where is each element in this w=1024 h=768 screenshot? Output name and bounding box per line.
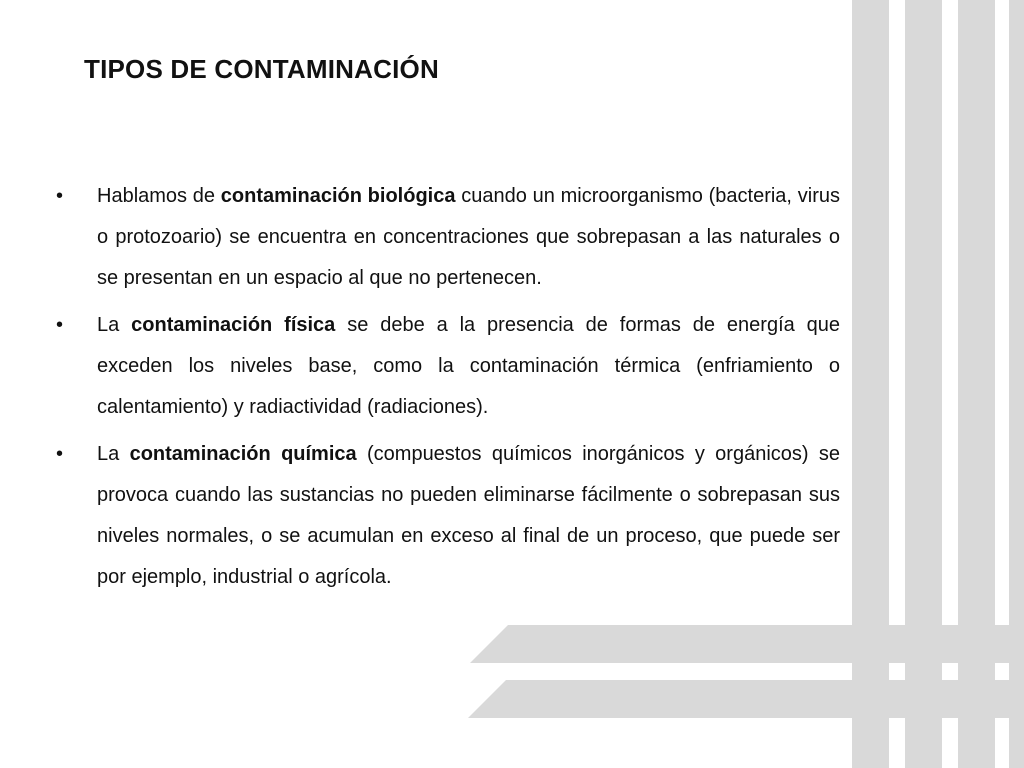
bullet-item-physical [56, 305, 840, 428]
bullet-dot: • [56, 185, 64, 207]
bullet-list [56, 176, 840, 604]
bullet-text-post: cuando un microorganismo (bacteria, virus o protozoario) se encuentra en concentraciones que sobrepasan a las naturales o se presentan en un espacio al que no pertenecen. [97, 185, 840, 289]
bullet-dot: • [56, 443, 64, 465]
bullet-text-pre: Hablamos de [97, 185, 221, 207]
bullet-text-bold: contaminación física [131, 314, 336, 336]
bullet-text-bold: contaminación química [129, 443, 357, 465]
diagonal-band-2 [468, 680, 1024, 718]
bullet-dot: • [56, 314, 64, 336]
bullet-text-post: (compuestos químicos inorgánicos y orgánicos) se provoca cuando las sustancias no pueden eliminarse fácilmente o sobrepasan sus niveles normales, o se acumulan en exceso al final de un proceso, que puede ser por ejemplo, industrial o agrícola. [97, 443, 841, 588]
diagonal-band-1 [470, 625, 1024, 663]
bullet-text-bold: contaminación biológica [220, 185, 456, 207]
bullet-text-pre: La [97, 443, 130, 465]
bullet-item-biological [56, 176, 840, 299]
slide-title: TIPOS DE CONTAMINACIÓN [84, 54, 439, 84]
bullet-text-pre: La [97, 314, 132, 336]
bullet-text-post: se debe a la presencia de formas de energía que exceden los niveles base, como la contaminación térmica (enfriamiento o calentamiento) y radiactividad (radiaciones). [97, 314, 840, 418]
bullet-item-chemical [56, 434, 840, 598]
